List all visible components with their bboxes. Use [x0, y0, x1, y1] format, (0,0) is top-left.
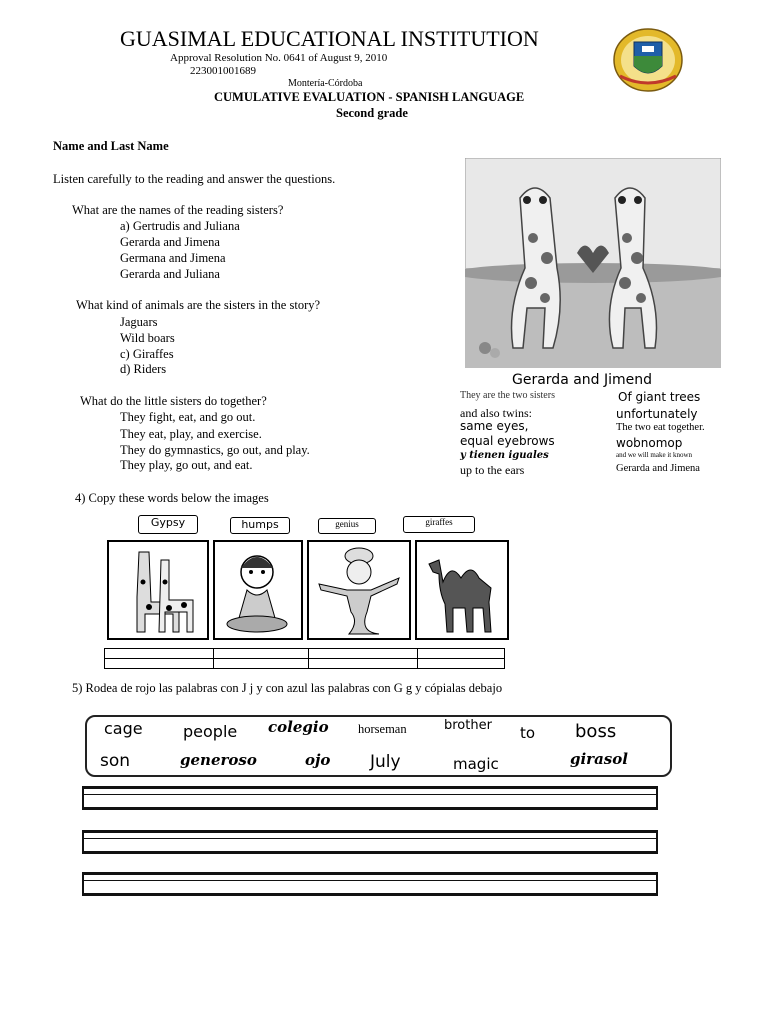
- word-box-humps: humps: [230, 517, 290, 534]
- story-right-line-3: The two eat together.: [616, 422, 705, 433]
- word-box-gypsy: Gypsy: [138, 515, 198, 534]
- evaluation-title: CUMULATIVE EVALUATION - SPANISH LANGUAGE: [214, 90, 525, 104]
- answer-cell[interactable]: [105, 659, 214, 669]
- girl-icon: [215, 542, 301, 638]
- answer-cell[interactable]: [309, 649, 418, 659]
- question-1: What are the names of the reading sisters?: [72, 203, 284, 217]
- word-july: July: [370, 752, 401, 772]
- answer-cell[interactable]: [214, 649, 309, 659]
- image-frame-genie: [307, 540, 411, 640]
- word-to: to: [520, 724, 536, 742]
- word-box-giraffes: giraffes: [403, 516, 475, 533]
- camel-icon: [417, 542, 507, 638]
- q3-option-b: They eat, play, and exercise.: [120, 427, 262, 441]
- word-colegio: colegio: [268, 718, 329, 736]
- institution-title: GUASIMAL EDUCATIONAL INSTITUTION: [120, 26, 539, 51]
- q2-option-c: c) Giraffes: [120, 347, 174, 361]
- giraffe-icon: [109, 542, 207, 638]
- story-left-line-2: and also twins:: [460, 406, 532, 420]
- word-son: son: [100, 751, 131, 771]
- answer-cell[interactable]: [418, 659, 505, 669]
- word-ojo: ojo: [305, 751, 331, 769]
- q2-option-d: d) Riders: [120, 362, 167, 376]
- instruction: Listen carefully to the reading and answer the questions.: [53, 172, 336, 186]
- q3-option-d: They play, go out, and eat.: [120, 458, 253, 472]
- q1-option-b: Gerarda and Jimena: [120, 235, 220, 249]
- image-frame-camel: [415, 540, 509, 640]
- word-horseman: horseman: [358, 722, 407, 736]
- approval-resolution: Approval Resolution No. 0641 of August 9, 2010: [170, 52, 388, 64]
- story-right-line-5: and we will make it known: [616, 451, 693, 459]
- word-girasol: girasol: [570, 750, 628, 768]
- story-right-line-2: unfortunately: [616, 407, 698, 421]
- image-frame-girl: [213, 540, 303, 640]
- word-brother: brother: [444, 718, 492, 733]
- story-left-line-5: y tienen iguales: [460, 450, 549, 461]
- school-emblem-icon: [612, 26, 684, 94]
- writing-line-2[interactable]: [82, 830, 658, 854]
- question-2: What kind of animals are the sisters in the story?: [76, 298, 321, 312]
- q1-option-a: a) Gertrudis and Juliana: [120, 219, 240, 233]
- institution-code: 223001001689: [190, 65, 256, 77]
- word-box-genius: genius: [318, 518, 376, 534]
- q2-option-a: Jaguars: [120, 315, 158, 329]
- story-left-line-4: equal eyebrows: [460, 434, 555, 448]
- q1-option-d: Gerarda and Juliana: [120, 267, 220, 281]
- story-left-line-3: same eyes,: [460, 419, 529, 433]
- grade-label: Second grade: [336, 106, 408, 120]
- writing-line-3[interactable]: [82, 872, 658, 896]
- question-5: 5) Rodea de rojo las palabras con J j y con azul las palabras con G g y cópialas debajo: [72, 681, 503, 695]
- story-right-line-1: Of giant trees: [618, 390, 701, 404]
- q2-option-b: Wild boars: [120, 331, 175, 345]
- answer-cell[interactable]: [214, 659, 309, 669]
- q3-option-c: They do gymnastics, go out, and play.: [120, 443, 310, 457]
- answer-cell[interactable]: [309, 659, 418, 669]
- q3-option-a: They fight, eat, and go out.: [120, 410, 256, 424]
- story-right-line-4: wobnomop: [616, 436, 683, 450]
- story-right-line-6: Gerarda and Jimena: [616, 463, 700, 474]
- answer-cell[interactable]: [418, 649, 505, 659]
- q1-option-c: Germana and Jimena: [120, 251, 226, 265]
- copy-answer-table: [104, 648, 505, 669]
- writing-line-1[interactable]: [82, 786, 658, 810]
- word-boss: boss: [575, 721, 617, 742]
- word-magic: magic: [453, 755, 499, 773]
- word-generoso: generoso: [180, 751, 257, 769]
- giraffes-illustration: [465, 158, 721, 368]
- answer-cell[interactable]: [105, 649, 214, 659]
- question-3: What do the little sisters do together?: [80, 394, 267, 408]
- story-left-line-1: They are the two sisters: [460, 390, 555, 401]
- location: Montería-Córdoba: [288, 78, 363, 89]
- story-title: Gerarda and Jimend: [512, 372, 653, 388]
- story-left-line-6: up to the ears: [460, 463, 525, 477]
- word-people: people: [183, 722, 238, 741]
- genie-icon: [309, 542, 409, 638]
- word-cage: cage: [104, 719, 143, 738]
- question-4: 4) Copy these words below the images: [75, 491, 269, 505]
- image-frame-giraffes: [107, 540, 209, 640]
- name-label: Name and Last Name: [53, 139, 169, 153]
